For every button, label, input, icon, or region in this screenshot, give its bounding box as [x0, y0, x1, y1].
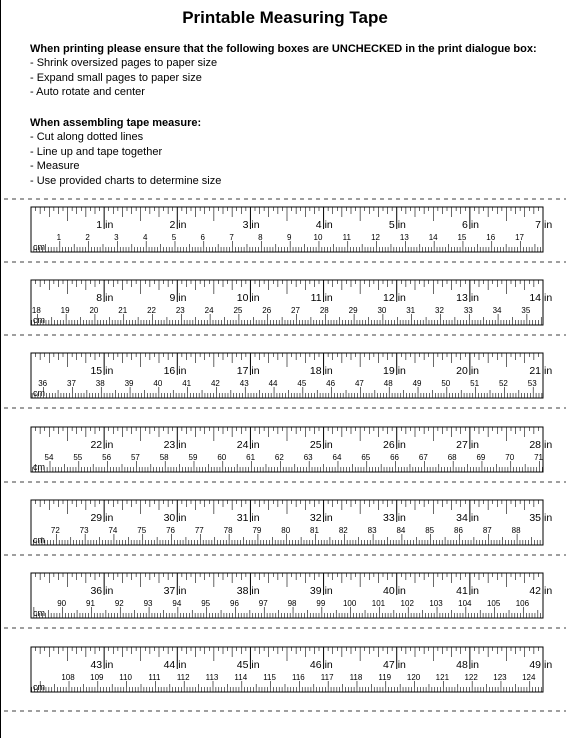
inch-label: 35: [529, 512, 541, 524]
tape-strip: [31, 207, 552, 252]
cm-label: 122: [464, 673, 478, 682]
inch-label: 8: [96, 292, 103, 304]
inch-unit-label: in: [470, 292, 480, 304]
cm-label: 14: [428, 233, 438, 242]
cm-label: 64: [332, 453, 342, 462]
inch-unit-label: in: [251, 659, 260, 671]
cm-label: 113: [205, 673, 219, 682]
cm-label: 38: [95, 379, 105, 388]
inch-unit-label: in: [251, 365, 260, 377]
inch-label: 24: [236, 439, 249, 451]
cm-label: 59: [188, 453, 198, 462]
cm-label: 4: [142, 233, 148, 242]
print-instruction-item: - Expand small pages to paper size: [30, 71, 202, 84]
cm-label: 106: [515, 599, 530, 608]
cm-label: 105: [486, 599, 501, 608]
page-title: Printable Measuring Tape: [182, 8, 388, 27]
inch-label: 39: [309, 585, 322, 597]
cm-label: 87: [482, 526, 492, 535]
inch-label: 5: [388, 219, 395, 231]
cm-label: 108: [61, 673, 75, 682]
inch-label: 36: [90, 585, 103, 597]
inch-unit-label: in: [397, 512, 406, 524]
inch-label: 46: [309, 659, 322, 671]
cm-label: 78: [223, 526, 233, 535]
inch-unit-label: in: [324, 659, 333, 671]
cm-label: 119: [378, 673, 392, 682]
cm-label: 57: [130, 453, 140, 462]
cm-label: 25: [233, 306, 243, 315]
cm-label: 70: [505, 453, 515, 462]
inch-unit-label: in: [324, 292, 333, 304]
cm-label: 88: [511, 526, 521, 535]
cm-label: 73: [79, 526, 89, 535]
inch-label: 41: [456, 585, 468, 597]
tape-strip: [31, 573, 552, 618]
inch-unit-label: in: [544, 439, 553, 451]
cm-label: 10: [313, 233, 323, 242]
cm-label: 3: [114, 233, 119, 242]
print-instruction-item: - Auto rotate and center: [30, 86, 145, 98]
inch-unit-label: in: [397, 219, 406, 231]
inch-unit-label: in: [397, 365, 406, 377]
cm-label: 62: [274, 453, 284, 462]
cm-label: 6: [200, 233, 206, 242]
cm-label: 124: [522, 673, 536, 682]
inch-unit-label: in: [470, 585, 480, 597]
cm-label: 51: [470, 379, 480, 388]
cm-label: 111: [148, 673, 161, 682]
inch-label: 49: [529, 659, 541, 671]
cm-label: 48: [383, 379, 393, 388]
inch-label: 42: [529, 585, 541, 597]
inch-unit-label: in: [178, 659, 187, 671]
inch-label: 1: [96, 219, 103, 231]
cm-label: 7: [229, 233, 234, 242]
cm-label: 37: [67, 379, 76, 388]
cm-label: 63: [303, 453, 313, 462]
inch-unit-label: in: [324, 365, 333, 377]
inch-label: 7: [535, 219, 541, 231]
inch-unit-label: in: [544, 659, 553, 671]
inch-unit-label: in: [251, 219, 260, 231]
inch-label: 4: [315, 219, 322, 231]
cm-label: 80: [281, 526, 291, 535]
inch-label: 40: [383, 585, 395, 597]
inch-unit-label: in: [105, 219, 114, 231]
cm-label: 36: [38, 379, 48, 388]
inch-label: 34: [456, 512, 468, 524]
cm-label: 118: [349, 673, 363, 682]
inch-label: 45: [236, 659, 249, 671]
inch-label: 17: [236, 365, 249, 377]
cm-label: 45: [297, 379, 307, 388]
cm-label: 123: [493, 673, 507, 682]
inch-unit-label: in: [544, 585, 553, 597]
cm-label: 43: [239, 379, 249, 388]
cm-label: 116: [291, 673, 305, 682]
inch-label: 30: [163, 512, 176, 524]
cm-unit-label: cm: [33, 682, 45, 692]
inch-unit-label: in: [470, 365, 480, 377]
cm-unit-label: cm: [33, 462, 45, 472]
cm-label: 54: [44, 453, 54, 462]
inch-unit-label: in: [544, 219, 553, 231]
inch-unit-label: in: [324, 585, 333, 597]
inch-label: 20: [456, 365, 468, 377]
inch-unit-label: in: [105, 365, 114, 377]
cm-label: 99: [316, 599, 326, 608]
inch-label: 21: [529, 365, 541, 377]
inch-unit-label: in: [105, 292, 114, 304]
cm-label: 100: [342, 599, 357, 608]
inch-unit-label: in: [251, 585, 260, 597]
inch-unit-label: in: [324, 512, 333, 524]
cm-label: 115: [263, 673, 276, 682]
cm-label: 121: [435, 673, 450, 682]
assembly-instruction-item: - Cut along dotted lines: [30, 131, 144, 143]
cm-label: 77: [194, 526, 204, 535]
inch-label: 3: [242, 219, 249, 231]
cm-label: 47: [354, 379, 364, 388]
cm-label: 82: [338, 526, 348, 535]
cm-label: 21: [118, 306, 128, 315]
cm-label: 15: [457, 233, 467, 242]
inch-label: 18: [309, 365, 322, 377]
inch-unit-label: in: [324, 219, 333, 231]
cm-label: 61: [246, 453, 256, 462]
cm-label: 33: [463, 306, 473, 315]
inch-unit-label: in: [251, 439, 260, 451]
cm-label: 55: [73, 453, 83, 462]
inch-unit-label: in: [470, 219, 480, 231]
inch-unit-label: in: [178, 585, 187, 597]
inch-label: 32: [309, 512, 322, 524]
cm-label: 85: [425, 526, 435, 535]
cm-label: 66: [390, 453, 400, 462]
inch-label: 44: [163, 659, 176, 671]
cm-label: 93: [143, 599, 153, 608]
cm-label: 49: [412, 379, 422, 388]
inch-unit-label: in: [178, 365, 187, 377]
cm-label: 40: [153, 379, 163, 388]
inch-label: 16: [163, 365, 176, 377]
inch-label: 28: [529, 439, 541, 451]
cm-unit-label: cm: [33, 608, 45, 618]
cm-label: 8: [258, 233, 263, 242]
cm-label: 69: [476, 453, 486, 462]
cm-label: 52: [498, 379, 508, 388]
cm-label: 120: [406, 673, 421, 682]
cm-label: 18: [31, 306, 41, 315]
tape-strip: [31, 500, 552, 545]
cm-label: 75: [137, 526, 147, 535]
inch-label: 37: [163, 585, 176, 597]
inch-label: 33: [383, 512, 395, 524]
inch-unit-label: in: [178, 439, 187, 451]
tape-strip: [31, 280, 552, 325]
cm-label: 31: [406, 306, 416, 315]
cm-label: 22: [147, 306, 156, 315]
cm-label: 56: [102, 453, 112, 462]
cm-label: 92: [114, 599, 124, 608]
cm-label: 86: [454, 526, 463, 535]
cm-unit-label: cm: [33, 242, 45, 252]
cm-label: 24: [204, 306, 214, 315]
cm-label: 29: [348, 306, 358, 315]
inch-label: 10: [236, 292, 249, 304]
inch-label: 15: [90, 365, 103, 377]
print-instruction-item: - Shrink oversized pages to paper size: [30, 57, 218, 69]
inch-label: 31: [236, 512, 249, 524]
inch-unit-label: in: [397, 585, 406, 597]
print-instructions-heading: When printing please ensure that the following boxes are UNCHECKED in the print dialogue box:: [30, 43, 537, 55]
inch-unit-label: in: [178, 219, 187, 231]
cm-unit-label: cm: [33, 535, 45, 545]
cm-label: 12: [371, 233, 381, 242]
inch-unit-label: in: [251, 292, 260, 304]
inch-unit-label: in: [544, 365, 553, 377]
cm-label: 46: [326, 379, 336, 388]
cm-label: 94: [172, 599, 182, 608]
cm-label: 110: [119, 673, 132, 682]
cm-label: 112: [176, 673, 190, 682]
cm-label: 27: [291, 306, 300, 315]
cm-label: 13: [399, 233, 409, 242]
cm-label: 68: [447, 453, 457, 462]
tape-strip: [31, 427, 552, 472]
inch-label: 29: [90, 512, 103, 524]
cm-label: 50: [441, 379, 451, 388]
inch-label: 9: [169, 292, 176, 304]
cm-label: 117: [320, 673, 334, 682]
tape-strip: [31, 647, 552, 692]
cm-label: 103: [429, 599, 443, 608]
cm-label: 83: [367, 526, 377, 535]
inch-unit-label: in: [470, 439, 480, 451]
cm-label: 32: [435, 306, 444, 315]
cm-label: 30: [377, 306, 387, 315]
assembly-instruction-item: - Measure: [30, 160, 80, 172]
inch-unit-label: in: [251, 512, 260, 524]
inch-label: 38: [236, 585, 249, 597]
cm-label: 17: [515, 233, 524, 242]
inch-label: 26: [383, 439, 395, 451]
cm-label: 19: [60, 306, 70, 315]
cm-unit-label: cm: [33, 388, 45, 398]
inch-label: 22: [90, 439, 103, 451]
inch-label: 43: [90, 659, 103, 671]
cm-label: 97: [258, 599, 268, 608]
cm-label: 98: [287, 599, 297, 608]
cm-label: 44: [268, 379, 278, 388]
cm-label: 39: [124, 379, 134, 388]
inch-unit-label: in: [397, 439, 406, 451]
cm-label: 76: [166, 526, 175, 535]
inch-label: 48: [456, 659, 468, 671]
inch-label: 2: [169, 219, 176, 231]
cm-label: 35: [521, 306, 531, 315]
cm-label: 41: [182, 379, 192, 388]
cm-label: 42: [210, 379, 220, 388]
inch-unit-label: in: [324, 439, 333, 451]
assembly-instruction-item: - Use provided charts to determine size: [30, 174, 222, 187]
cm-label: 71: [534, 453, 543, 462]
inch-unit-label: in: [178, 292, 187, 304]
cm-label: 65: [361, 453, 371, 462]
cm-label: 102: [400, 599, 414, 608]
cm-label: 67: [418, 453, 428, 462]
inch-label: 11: [310, 292, 322, 304]
cm-label: 95: [201, 599, 211, 608]
inch-label: 27: [456, 439, 468, 451]
cm-label: 23: [175, 306, 185, 315]
inch-label: 19: [383, 365, 395, 377]
cm-label: 28: [319, 306, 329, 315]
inch-unit-label: in: [178, 512, 187, 524]
cm-label: 91: [86, 599, 95, 608]
tape-strip: [31, 353, 552, 398]
inch-label: 12: [383, 292, 395, 304]
inch-unit-label: in: [105, 585, 114, 597]
cm-label: 16: [486, 233, 496, 242]
cm-label: 79: [252, 526, 262, 535]
cm-label: 1: [56, 233, 62, 242]
inch-label: 14: [529, 292, 541, 304]
cm-label: 104: [458, 599, 472, 608]
inch-label: 23: [163, 439, 176, 451]
cm-label: 72: [50, 526, 60, 535]
inch-label: 13: [456, 292, 468, 304]
cm-label: 26: [262, 306, 272, 315]
cm-label: 9: [286, 233, 292, 242]
cm-label: 53: [527, 379, 537, 388]
cm-label: 11: [342, 233, 351, 242]
inch-label: 47: [383, 659, 395, 671]
cm-label: 74: [108, 526, 118, 535]
inch-unit-label: in: [470, 659, 480, 671]
cm-label: 81: [310, 526, 319, 535]
cm-label: 114: [234, 673, 248, 682]
cm-label: 58: [159, 453, 169, 462]
inch-label: 6: [462, 219, 468, 231]
cm-label: 109: [90, 673, 104, 682]
cm-label: 20: [89, 306, 99, 315]
inch-unit-label: in: [105, 439, 114, 451]
inch-unit-label: in: [544, 512, 553, 524]
cm-label: 2: [85, 233, 90, 242]
assembly-instructions-heading: When assembling tape measure:: [30, 117, 202, 129]
cm-label: 90: [57, 599, 67, 608]
inch-unit-label: in: [397, 292, 406, 304]
cm-label: 84: [396, 526, 406, 535]
inch-unit-label: in: [470, 512, 480, 524]
inch-unit-label: in: [544, 292, 553, 304]
cm-label: 5: [171, 233, 177, 242]
inch-unit-label: in: [105, 512, 114, 524]
cm-unit-label: cm: [33, 315, 45, 325]
cm-label: 34: [492, 306, 502, 315]
cm-label: 101: [371, 599, 386, 608]
inch-label: 25: [309, 439, 322, 451]
assembly-instruction-item: - Line up and tape together: [30, 145, 163, 158]
inch-unit-label: in: [105, 659, 114, 671]
inch-unit-label: in: [397, 659, 406, 671]
cm-label: 60: [217, 453, 227, 462]
cm-label: 96: [230, 599, 239, 608]
